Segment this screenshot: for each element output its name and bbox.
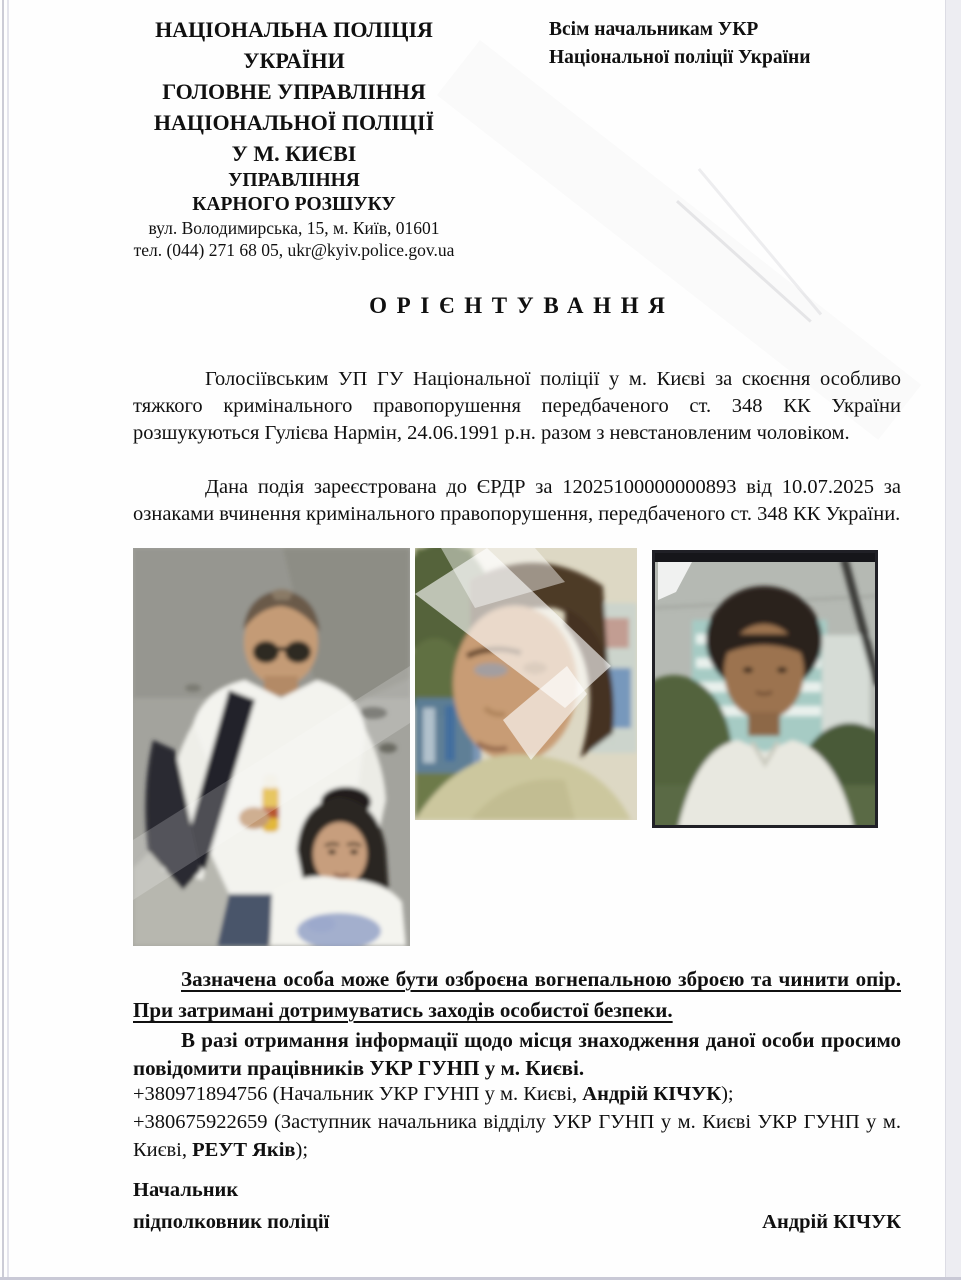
registration-paragraph: Дана подія зареєстрована до ЄРДР за 12025100000000893 від 10.07.2025 за ознаками вчинення кримінального правопорушення, передбаченого ст. 348 КК України. xyxy=(133,476,901,525)
agency-contact: тел. (044) 271 68 05, ukr@kyiv.police.gov.ua xyxy=(133,240,455,260)
agency-line: НАЦІОНАЛЬНОЇ ПОЛІЦІЇ xyxy=(153,110,435,135)
suspect-photos-row xyxy=(133,548,901,948)
scan-edge-left-inner xyxy=(7,0,9,1280)
agency-line: ГОЛОВНЕ УПРАВЛІННЯ xyxy=(162,79,426,104)
contact-phone-line xyxy=(133,1108,901,1164)
photo-couple-street-image xyxy=(133,548,410,946)
phone-text: +380971894756 (Начальник УКР ГУНП у м. Києві, xyxy=(133,1083,583,1105)
case-description-paragraph: Голосіївським УП ГУ Національної поліції у м. Києві за скоєння особливо тяжкого кримінального правопорушення передбаченого ст. 348 КК України розшукуються Гулієва Нармін, 24.06.1991 р.н. разом з невстановленим чоловіком. xyxy=(133,368,901,444)
photo-man-portrait xyxy=(652,550,878,828)
signature-rank: підполковник поліції xyxy=(133,1211,330,1233)
scan-edge-left xyxy=(2,0,4,1280)
addressee-line: Національної поліції України xyxy=(549,47,811,68)
photo-woman-closeup-image xyxy=(415,548,637,820)
phone-text: ); xyxy=(295,1139,309,1161)
signature-block xyxy=(133,1174,901,1238)
agency-line: НАЦІОНАЛЬНА ПОЛІЦІЯ xyxy=(155,17,433,42)
signature-position: Начальник xyxy=(133,1179,239,1201)
department-line: КАРНОГО РОЗШУКУ xyxy=(192,194,396,215)
signature-name: Андрій КІЧУК xyxy=(762,1211,901,1233)
report-instruction-paragraph: В разі отримання інформації щодо місця знаходження даної особи просимо повідомити працівників УКР ГУНП у м. Києві. xyxy=(133,1028,901,1080)
contact-phone-line xyxy=(133,1080,901,1108)
scan-edge-right xyxy=(945,0,961,1280)
addressee-block xyxy=(549,16,810,72)
photo-man-portrait-image xyxy=(652,550,878,828)
agency-address: вул. Володимирська, 15, м. Київ, 01601 xyxy=(148,218,440,238)
armed-warning-paragraph: Зазначена особа може бути озброєна вогнепальною зброєю та чинити опір. При затримані дотримуватись заходів особистої безпеки. xyxy=(133,967,901,1022)
addressee-line: Всім начальникам УКР xyxy=(549,19,759,40)
photo-woman-closeup xyxy=(415,548,637,820)
contact-name: Андрій КІЧУК xyxy=(582,1083,722,1105)
photo-couple-street xyxy=(133,548,410,946)
agency-letterhead xyxy=(106,14,482,261)
phone-text: +380675922659 (Заступник начальника відділу УКР ГУНП у м. Києві УКР ГУНП у м. Києві, xyxy=(133,1111,901,1161)
phone-text: ); xyxy=(721,1083,734,1105)
agency-line: У М. КИЄВІ xyxy=(231,141,357,166)
document-title: ОРІЄНТУВАННЯ xyxy=(369,293,675,318)
contact-name: РЕУТ Яків xyxy=(192,1139,296,1161)
contact-phones xyxy=(133,1080,901,1164)
agency-line: УКРАЇНИ xyxy=(243,48,345,73)
department-line: УПРАВЛІННЯ xyxy=(228,170,360,191)
